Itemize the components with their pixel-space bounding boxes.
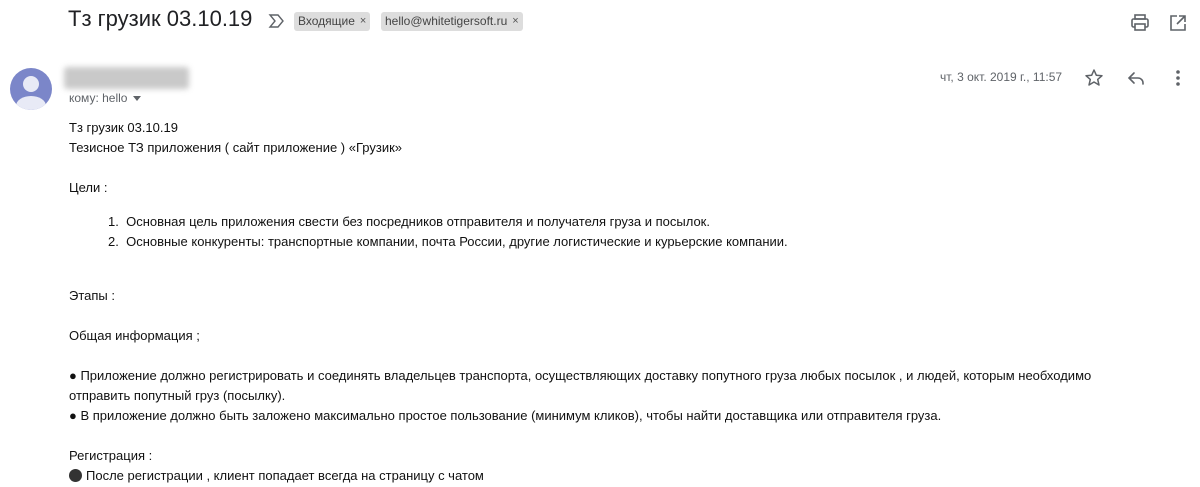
reply-icon[interactable] [1125, 67, 1147, 89]
body-title: Тз грузик 03.10.19 [69, 120, 178, 135]
list-item-text: Основная цель приложения свести без посредников отправителя и получателя груза и посылок. [126, 214, 710, 229]
recipient-text: кому: hello [69, 91, 128, 105]
avatar[interactable] [10, 68, 52, 110]
bullet-item-continuation: отправить попутный груз (посылку). [69, 388, 286, 403]
remove-label-icon[interactable]: × [512, 15, 519, 27]
registration-item [69, 468, 484, 483]
bullet-icon [69, 469, 82, 482]
more-vert-icon[interactable] [1167, 67, 1189, 89]
goals-heading: Цели : [69, 180, 108, 195]
recipient-line [69, 91, 141, 105]
registration-heading: Регистрация : [69, 448, 153, 463]
label-chip-text: Входящие [298, 14, 355, 28]
stages-heading: Этапы : [69, 288, 115, 303]
body-subtitle: Тезисное ТЗ приложения ( сайт приложение ) «Грузик» [69, 140, 403, 155]
email-date: чт, 3 окт. 2019 г., 11:57 [940, 70, 1063, 84]
bullet-item: ● Приложение должно регистрировать и соединять владельцев транспорта, осуществляющих доставку попутного груза любых посылок , и людей, которым необходимо [69, 368, 1092, 383]
label-chip-text: hello@whitetigersoft.ru [385, 14, 508, 28]
list-item: 1. Основная цель приложения свести без посредников отправителя и получателя груза и посылок. [108, 214, 710, 229]
open-in-new-window-icon[interactable] [1168, 13, 1188, 33]
label-chip-account[interactable] [381, 12, 523, 31]
bullet-item: ● В приложение должно быть заложено максимально простое пользование (минимум кликов), чтобы найти доставщика или отправителя груза. [69, 408, 942, 423]
email-subject: Тз грузик 03.10.19 [68, 6, 253, 31]
sender-name-blurred[interactable] [64, 67, 189, 89]
registration-item-text: После регистрации , клиент попадает всегда на страницу с чатом [86, 468, 484, 483]
list-item-text: Основные конкуренты: транспортные компании, почта России, другие логистические и курьерские компании. [126, 234, 788, 249]
label-chip-inbox[interactable] [294, 12, 370, 31]
chevron-down-icon[interactable] [133, 96, 141, 101]
importance-marker-icon[interactable] [268, 13, 286, 29]
general-info-heading: Общая информация ; [69, 328, 200, 343]
star-icon[interactable] [1083, 67, 1105, 89]
person-icon [10, 68, 52, 110]
printer-icon[interactable] [1130, 13, 1150, 33]
remove-label-icon[interactable]: × [359, 15, 367, 27]
list-item: 2. Основные конкуренты: транспортные компании, почта России, другие логистические и курьерские компании. [108, 234, 788, 249]
